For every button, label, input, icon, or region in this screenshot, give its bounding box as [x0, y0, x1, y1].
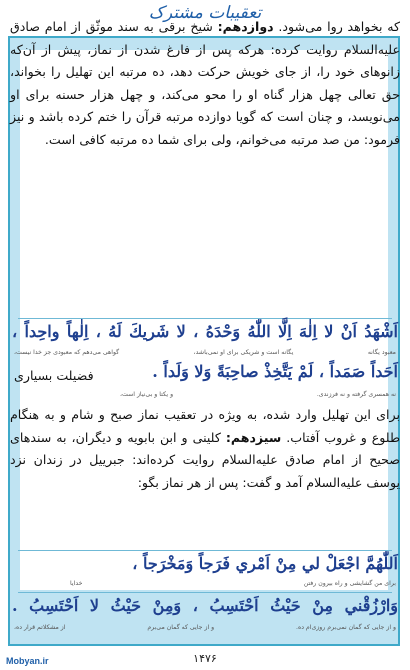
paragraph-body: کلینی و ابن بابویه و دیگران، به سندهای صحیح از امام صادق علیه‌السلام روایت کرده‌اند: جبرییل در زندان نزد یوسف علیه‌السلام آمد و گفت: پس از هر نماز بگو:	[10, 429, 400, 490]
paragraph-body: برای این تهلیل وارد شده، به ویژه در تعقیب نماز صبح و شام و به هنگام طلوع و غروب آفتاب.	[10, 407, 400, 445]
translation-text: نه همسری گرفته و نه فرزندی.	[316, 391, 396, 398]
translation-text: یگانه است و شریکی برای او نمی‌باشد،	[193, 349, 294, 356]
divider	[18, 550, 392, 551]
translation-text: و از جایی که گمان می‌برم	[147, 624, 215, 631]
divider	[18, 318, 392, 319]
paragraph-tail: فضیلت بسیاری	[14, 368, 94, 383]
dua-line: وَارْزُقْني مِنْ حَيْثُ اَحْتَسِبُ ، وَمِنْ حَيْثُ لا اَحْتَسِبُ .	[12, 596, 398, 615]
translation-text: خدایا	[70, 580, 83, 587]
dua-line: اَحَداً صَمَداً ، لَمْ يَتَّخِذْ صاحِبَةً وَلا وَلَداً .	[152, 362, 398, 381]
translation-row	[14, 349, 396, 359]
translation-text: از مشکلاتم قرار ده،	[14, 624, 66, 631]
dua-line: اَشْهَدُ اَنْ لا اِلٰهَ اِلَّا اللّٰهُ وَحْدَهُ ، لا شَريكَ لَهُ ، اِلٰهاً واحِداً ،	[12, 322, 398, 341]
watermark: Mobyan.ir	[6, 656, 49, 666]
paragraph-lead: که بخواهد روا می‌شود.	[278, 19, 400, 34]
section-marker: سیزدهم:	[225, 429, 282, 445]
page-number: ۱۴۷۶	[193, 652, 217, 665]
translation-text: معبود یگانه	[367, 349, 396, 356]
translation-text: و از جایی که گمان نمی‌برم روزی‌ام ده.	[295, 624, 396, 631]
page-title: تعقیبات مشترک	[148, 3, 262, 23]
dua-line: اَللّٰهُمَّ اجْعَلْ لي مِنْ اَمْري فَرَجاً وَمَخْرَجاً ،	[132, 554, 398, 573]
paragraph-thirteenth	[10, 404, 400, 494]
translation-row	[14, 624, 396, 634]
paragraph-twelfth	[10, 16, 400, 152]
translation-text: و یکتا و بی‌نیاز است،	[120, 391, 174, 398]
paragraph-body: شیخ برقی به سند موثّق از امام صادق علیه‌السلام روایت کرده: هرکه پس از فارغ شدن از نماز، پیش از آن‌که زانوهای خود را، از جای خویش حرکت دهد، ده مرتبه این تهلیل را بخواند، حق تعالی چهل هزار گناه او را محو می‌کند، و چهل هزار حسنه برای او می‌نویسد، و چنان است که گویا دوازده مرتبه قرآن را ختم کرده باشد و نیز فرمود: من صد مرتبه می‌خوانم، ولی برای شما ده مرتبه کافی است.	[10, 19, 400, 147]
divider	[18, 592, 392, 593]
translation-text: برای من گشایشی و راه بیرون رفتن	[303, 580, 396, 587]
translation-row	[70, 580, 396, 590]
translation-row	[120, 391, 396, 401]
section-marker: دوازدهم:	[217, 19, 274, 34]
translation-text: گواهی می‌دهم که معبودی جز خدا نیست،	[14, 349, 120, 356]
